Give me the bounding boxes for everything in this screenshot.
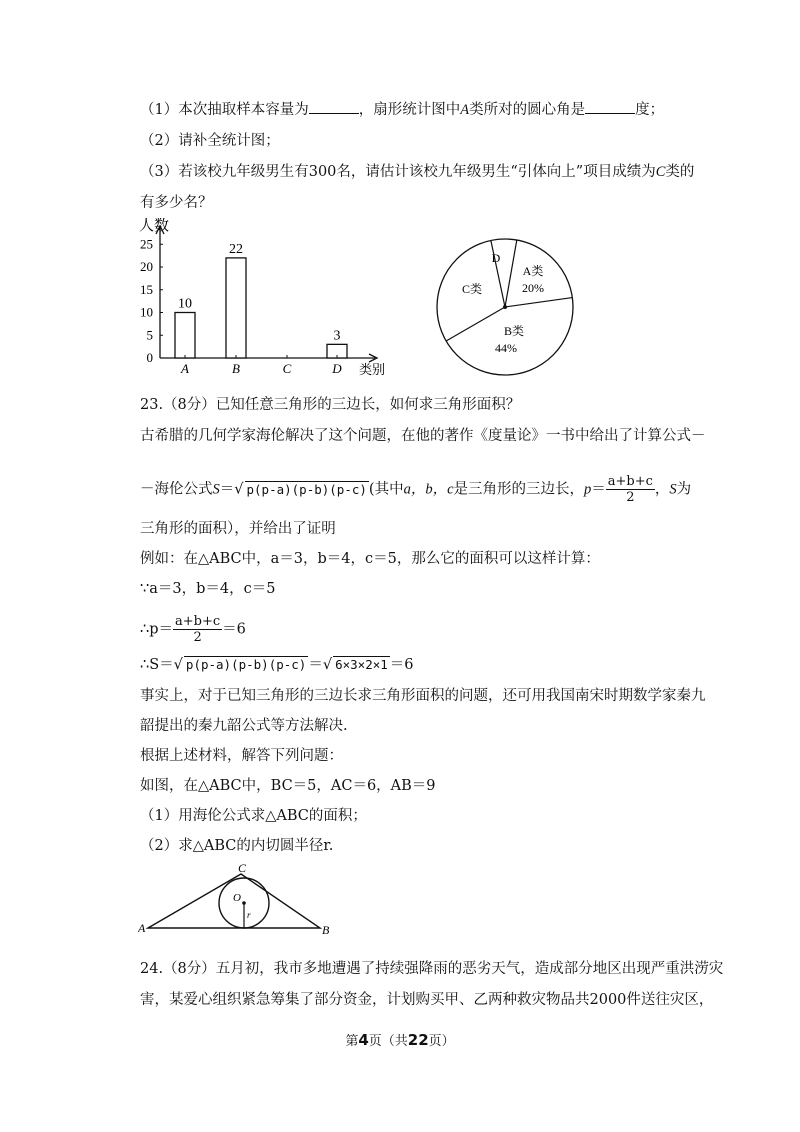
vertex-label-b: B (322, 923, 330, 937)
y-tick-label: 10 (140, 304, 153, 320)
y-tick-label: 20 (140, 259, 153, 274)
bar-data-label-B: 22 (229, 241, 243, 257)
fraction-p: $\frac{a+b+c}{2}$ (607, 474, 653, 505)
q22-line-2: （2）请补全统计图； (140, 133, 280, 149)
radical-sign: √ (234, 481, 244, 498)
q23-paragraph-1: 古希腊的几何学家海伦解决了这个问题，在他的著作《度量论》一书中给出了计算公式－ (140, 428, 706, 444)
pie-label-d: D (491, 251, 501, 265)
q23-paragraph-5: 韶提出的秦九韶公式等方法解决. (140, 718, 348, 734)
q23-heron-formula-line: －海伦公式S＝√ p(p-a)(p-b)(p-c) (其中a，b，c是三角形的三边长，p＝ $\frac{a+b+c}{2}$ ，S为 (140, 474, 692, 505)
bar-chart (135, 218, 385, 378)
pie-percent-a: 20% (522, 281, 544, 295)
q23-paragraph-3: 三角形的面积），并给出了证明 (140, 521, 336, 537)
bar-data-label-D: 3 (333, 328, 341, 344)
q24-line-1: 24.（8分）五月初，我市多地遭遇了持续强降雨的恶劣天气，造成部分地区出现严重洪涝灾 (140, 961, 724, 977)
q22-line-3: （3）若该校九年级男生有300名，请估计该校九年级男生“引体向上”项目成绩为C类的 (140, 164, 695, 180)
y-tick-label: 0 (146, 350, 153, 365)
x-tick-label-D: D (332, 361, 342, 376)
pie-label-b: B类 (503, 324, 525, 338)
q23-heading: 23.（8分）已知任意三角形的三边长，如何求三角形面积？ (140, 397, 521, 413)
fraction-p-example: $\frac{a+b+c}{2}$ (175, 614, 221, 645)
q23-example-intro: 例如：在△ABC中，a＝3，b＝4，c＝5，那么它的面积可以这样计算： (140, 551, 600, 567)
triangle-incircle-figure (138, 860, 338, 940)
q23-subquestion-2: （2）求△ABC的内切圆半径r. (140, 838, 334, 854)
pie-percent-b: 44% (495, 341, 517, 355)
y-axis-title: 人数 (139, 218, 170, 234)
bar-B (226, 258, 246, 358)
x-tick-label-A: A (181, 361, 189, 376)
y-tick-label: 25 (140, 236, 153, 252)
y-tick-label: 15 (140, 281, 153, 297)
y-tick-label: 5 (146, 327, 153, 343)
x-tick-label-B: B (232, 361, 240, 376)
answer-blank-angle (585, 99, 635, 114)
x-axis-title: 类别 (359, 362, 385, 377)
q23-paragraph-4: 事实上，对于已知三角形的三边长求三角形面积的问题，还可用我国南宋时期数学家秦九 (140, 688, 706, 704)
x-tick-label-C: C (282, 361, 292, 376)
q23-subquestion-1: （1）用海伦公式求△ABC的面积； (140, 808, 367, 824)
vertex-label-c: C (238, 861, 247, 875)
q22-line-4: 有多少名？ (140, 195, 213, 211)
q23-paragraph-6: 根据上述材料，解答下列问题： (140, 748, 343, 764)
q23-example-p: ∴p＝ $\frac{a+b+c}{2}$ ＝6 (140, 614, 246, 645)
q22-line-1: （1）本次抽取样本容量为 ，扇形统计图中A类所对的圆心角是 度； (140, 99, 664, 120)
center-label-o: O (233, 892, 241, 904)
answer-blank-sample-size (309, 99, 359, 114)
q23-paragraph-7: 如图，在△ABC中，BC＝5，AC＝6，AB＝9 (140, 778, 436, 794)
bar-A (175, 313, 195, 359)
page-footer: 第4页（共22页） (345, 1031, 455, 1049)
pie-center-dot (503, 305, 507, 309)
pie-label-c: C类 (461, 282, 483, 296)
q23-example-s: ∴S＝√ p(p-a)(p-b)(p-c) ＝√ 6×3×2×1 ＝6 (140, 657, 414, 673)
bar-data-label-A: 10 (178, 296, 192, 312)
q23-example-given: ∵a＝3，b＝4，c＝5 (140, 581, 276, 597)
radius-label-r: r (247, 910, 251, 920)
pie-chart (430, 235, 580, 385)
sqrt-expression: p(p-a)(p-b)(p-c) (246, 481, 367, 497)
q24-line-2: 害，某爱心组织紧急筹集了部分资金，计划购买甲、乙两种救灾物品共2000件送往灾区， (140, 992, 714, 1008)
vertex-label-a: A (138, 921, 146, 935)
pie-label-a: A类 (522, 264, 544, 278)
